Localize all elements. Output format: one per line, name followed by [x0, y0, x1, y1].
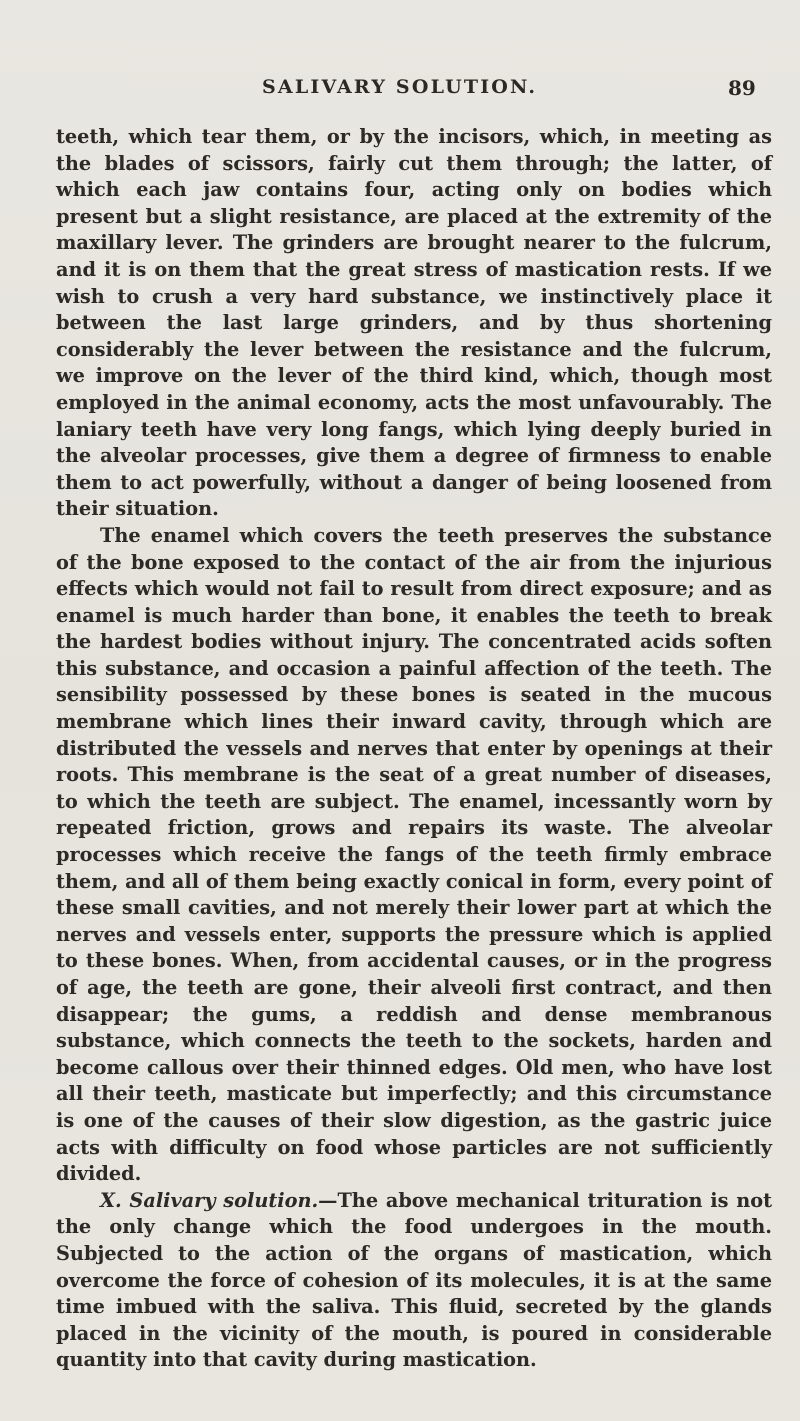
section-heading: X. Salivary solution. [100, 1188, 319, 1212]
page-header [0, 76, 800, 106]
paragraph-salivary-solution [56, 1188, 772, 1374]
paragraph-continued: teeth, which tear them, or by the incisors, which, in meeting as the blades of scissors, fairly cut them through; the latter, of which each jaw contains four, acting only on bodies which present but a slight resistance, are placed at the extremity of the maxillary lever. The grinders are brought nearer to the fulcrum, and it is on them that the great stress of mastication rests. If we wish to crush a very hard substance, we instinctively place it between the last large grinders, and by thus shortening considerably the lever between the resistance and the fulcrum, we improve on the lever of the third kind, which, though most employed in the animal economy, acts the most unfavourably. The laniary teeth have very long fangs, which lying deeply buried in the alveolar processes, give them a degree of firmness to enable them to act powerfully, without a danger of being loosened from their situation. [56, 125, 772, 521]
paragraph-enamel: The enamel which covers the teeth preserves the substance of the bone exposed to the contact of the air from the injurious effects which would not fail to result from direct exposure; and as enamel is much harder than bone, it enables the teeth to break the hardest bodies without injury. The concentrated acids soften this substance, and occasion a painful affection of the teeth. The sensibility possessed by these bones is seated in the mucous membrane which lines their inward cavity, through which are distributed the vessels and nerves that enter by openings at their roots. This membrane is the seat of a great number of diseases, to which the teeth are subject. The enamel, incessantly worn by repeated friction, grows and repairs its waste. The alveolar processes which receive the fangs of the teeth firmly embrace them, and all of them being exactly conical in form, every point of these small cavities, and not merely their lower part at which the nerves and vessels enter, supports the pressure which is applied to these bones. When, from accidental causes, or in the progress of age, the teeth are gone, their alveoli first contract, and then disappear; the gums, a reddish and dense membranous substance, which connects the teeth to the sockets, harden and become callous over their thinned edges. Old men, who have lost all their teeth, masticate but imperfectly; and this circumstance is one of the causes of their slow digestion, as the gastric juice acts with difficulty on food whose particles are not sufficiently divided. [56, 523, 772, 1186]
body-text [56, 124, 772, 1374]
page-number: 89 [728, 76, 756, 100]
running-head: SALIVARY SOLUTION. [262, 76, 538, 98]
section-text: —The above mechanical trituration is not the only change which the food undergoes in the mouth. Subjected to the action of the organs of mastication, which overcome the force of cohesion of its molecules, it is at the same time imbued with the saliva. This fluid, secreted by the glands placed in the vicinity of the mouth, is poured in considerable quantity into that cavity during mastication. [56, 1188, 772, 1372]
